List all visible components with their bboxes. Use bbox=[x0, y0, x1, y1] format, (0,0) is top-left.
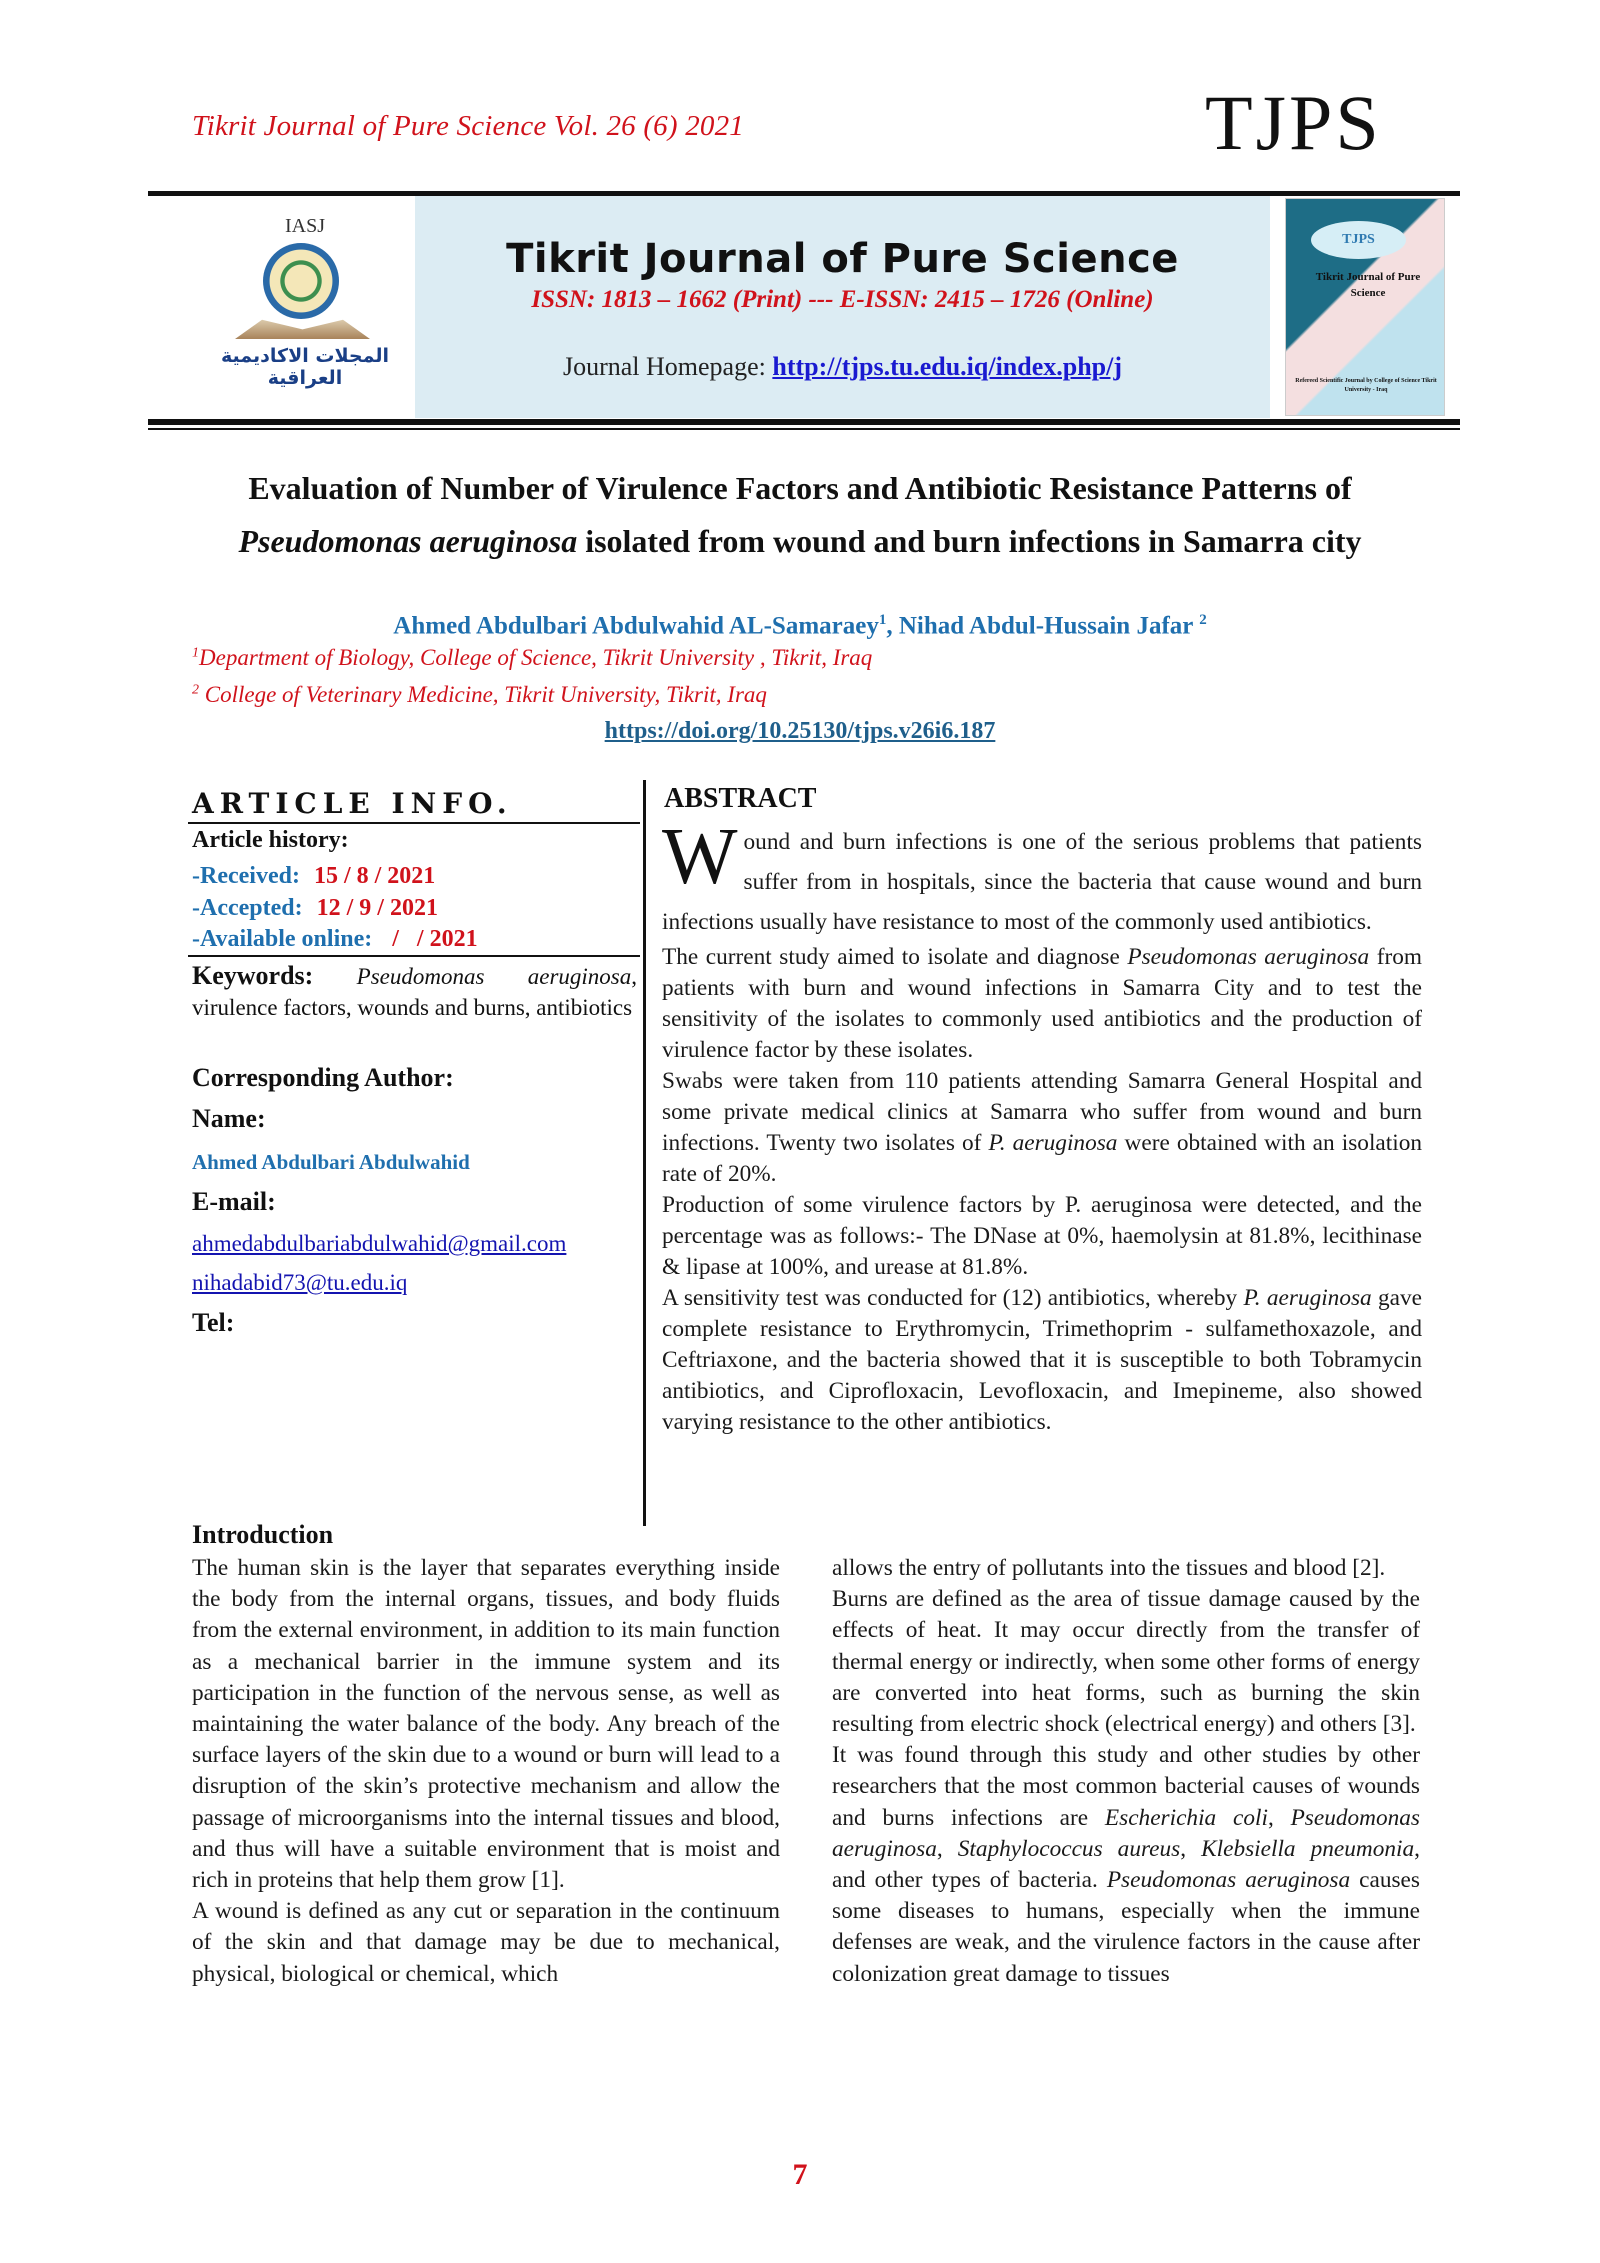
email-link-2[interactable]: nihadabid73@tu.edu.iq bbox=[192, 1270, 408, 1295]
iasj-logo bbox=[190, 215, 420, 389]
author-1: Ahmed Abdulbari Abdulwahid AL-Samaraey bbox=[393, 612, 879, 640]
iasj-arabic-label: المجلات الاكاديمية العراقية bbox=[221, 345, 389, 389]
column-divider bbox=[643, 780, 646, 1526]
corresponding-author-label: Corresponding Author: bbox=[192, 1063, 454, 1092]
abstract-paragraph: The current study aimed to isolate and diagnose Pseudomonas aeruginosa from patients with burn and wound infections in Samarra City and to test the sensitivity of the isolates to commonly used antibiotics and the production of virulence factor by these isolates. bbox=[662, 944, 1422, 1063]
author-list: Ahmed Abdulbari Abdulwahid AL-Samaraey$^1$, Nihad Abdul-Hussain Jafar $^2$ bbox=[393, 612, 1207, 640]
body-paragraph: The human skin is the layer that separates everything inside the body from the internal organs, tissues, and body fluids from the external environment, in addition to its main function as a mechanical barrier in the immune system and its participation in the function of the nervous sense, as well as maintaining the water balance of the body. Any breach of the surface layers of the skin due to a wound or burn will lead to a disruption of the skin’s protective mechanism and allow the passage of microorganisms into the internal tissues and blood, and thus will have a suitable environment that is moist and rich in proteins that help them grow [1]. bbox=[192, 1555, 780, 1894]
email-label: E-mail: bbox=[192, 1187, 276, 1216]
intro-column-left bbox=[192, 1553, 780, 1990]
page-number: 7 bbox=[792, 2158, 808, 2191]
emblem-icon bbox=[263, 243, 339, 319]
abstract-body bbox=[662, 813, 1422, 1438]
paper-title: Evaluation of Number of Virulence Factors and Antibiotic Resistance Patterns of Pseudomonas aeruginosa isolated from wound and burn infections in Samarra city bbox=[238, 470, 1362, 559]
cover-title: Tikrit Journal of Pure Science bbox=[1315, 271, 1421, 299]
header-rule-bottom-thin bbox=[148, 428, 1460, 430]
available-online-date: -Available online: / / 2021 bbox=[192, 926, 478, 952]
doi-link[interactable]: https://doi.org/10.25130/tjps.v26i6.187 bbox=[604, 718, 996, 744]
header-rule-bottom bbox=[148, 419, 1460, 425]
accepted-date: -Accepted: 12 / 9 / 2021 bbox=[192, 895, 438, 921]
article-info-heading: ARTICLE INFO. bbox=[192, 787, 513, 820]
body-paragraph: allows the entry of pollutants into the tissues and blood [2]. bbox=[832, 1555, 1386, 1581]
journal-acronym: TJPS bbox=[1205, 79, 1382, 166]
running-journal-title: Tikrit Journal of Pure Science Vol. 26 (6) 2021 bbox=[192, 110, 744, 142]
author-2: Nihad Abdul-Hussain Jafar bbox=[898, 612, 1200, 640]
received-date: -Received: 15 / 8 / 2021 bbox=[192, 863, 436, 889]
cover-footer: Refereed Scientific Journal by College of Science Tikrit University - Iraq bbox=[1295, 378, 1437, 393]
iasj-label: IASJ bbox=[284, 215, 325, 237]
abstract-paragraph: Production of some virulence factors by P. aeruginosa were detected, and the percentage was as follows:- The DNase at 0%, haemolysin at 81.8%, lecithinase & lipase at 100%, and urease at 81.8%. bbox=[662, 1192, 1422, 1280]
homepage-link[interactable]: http://tjps.tu.edu.iq/index.php/j bbox=[772, 352, 1123, 381]
article-history-label: Article history: bbox=[192, 827, 349, 853]
homepage-label: Journal Homepage: bbox=[562, 352, 773, 381]
name-label: Name: bbox=[192, 1104, 266, 1133]
journal-cover-thumbnail bbox=[1285, 198, 1445, 416]
abstract-heading: ABSTRACT bbox=[664, 783, 817, 814]
email-link-1[interactable]: ahmedabdulbariabdulwahid@gmail.com bbox=[192, 1231, 567, 1256]
issn-line: ISSN: 1813 – 1662 (Print) --- E-ISSN: 2415 – 1726 (Online) bbox=[531, 286, 1154, 313]
body-paragraph: It was found through this study and other studies by other researchers that the most common bacterial causes of wounds and burns infections are Escherichia coli, Pseudomonas aeruginosa, Staphylococcus aureus, Klebsiella pneumonia, and other types of bacteria. Pseudomonas aeruginosa causes some diseases to humans, especially when the immune defenses are weak, and the virulence factors in the cause after colonization great damage to tissues bbox=[832, 1742, 1420, 1987]
cover-acronym: TJPS bbox=[1311, 221, 1406, 259]
body-paragraph: A wound is defined as any cut or separation in the continuum of the skin and that damage may be due to mechanical, physical, biological or chemical, which bbox=[192, 1898, 780, 1987]
intro-column-right bbox=[832, 1553, 1420, 1990]
affiliation-1: $^1$Department of Biology, College of Science, Tikrit University , Tikrit, Iraq bbox=[192, 645, 873, 670]
body-paragraph: Burns are defined as the area of tissue damage caused by the effects of heat. It may occur directly from the transfer of thermal energy or indirectly, when some other forms of energy are converted into heat forms, such as burning the skin resulting from electric shock (electrical energy) and others [3]. bbox=[832, 1586, 1420, 1738]
tel-label: Tel: bbox=[192, 1308, 235, 1337]
title-species: Pseudomonas aeruginosa bbox=[238, 523, 578, 559]
journal-name: Tikrit Journal of Pure Science bbox=[506, 236, 1179, 282]
article-info-rule bbox=[188, 955, 640, 957]
journal-homepage bbox=[415, 352, 1270, 382]
introduction-heading: Introduction bbox=[192, 1520, 334, 1549]
abstract-paragraph: Swabs were taken from 110 patients attending Samarra General Hospital and some private medical clinics at Samarra who suffer from wound and burn infections. Twenty two isolates of P. aeruginosa were obtained with an isolation rate of 20%. bbox=[662, 1068, 1422, 1187]
abstract-paragraph: Wound and burn infections is one of the serious problems that patients suffer from in hospitals, since the bacteria that cause wound and burn infections usually have resistance to most of the commonly used antibiotics. bbox=[662, 813, 1422, 935]
affiliation-2: $^2$ College of Veterinary Medicine, Tikrit University, Tikrit, Iraq bbox=[192, 682, 767, 707]
article-info-rule bbox=[188, 822, 640, 824]
abstract-paragraph: A sensitivity test was conducted for (12) antibiotics, whereby P. aeruginosa gave complete resistance to Erythromycin, Trimethoprim - sulfamethoxazole, and Ceftriaxone, and the bacteria showed that it is susceptible to both Tobramycin antibiotics, and Ciprofloxacin, Levofloxacin, and Imepineme, also showed varying resistance to the other antibiotics. bbox=[662, 1285, 1422, 1435]
keywords-label: Keywords: bbox=[192, 961, 314, 990]
keywords: Keywords: Pseudomonas aeruginosa, virulence factors, wounds and burns, antibiotics bbox=[192, 961, 637, 1020]
drop-cap: W bbox=[662, 813, 738, 901]
corresponding-author-name: Ahmed Abdulbari Abdulwahid bbox=[192, 1150, 470, 1174]
